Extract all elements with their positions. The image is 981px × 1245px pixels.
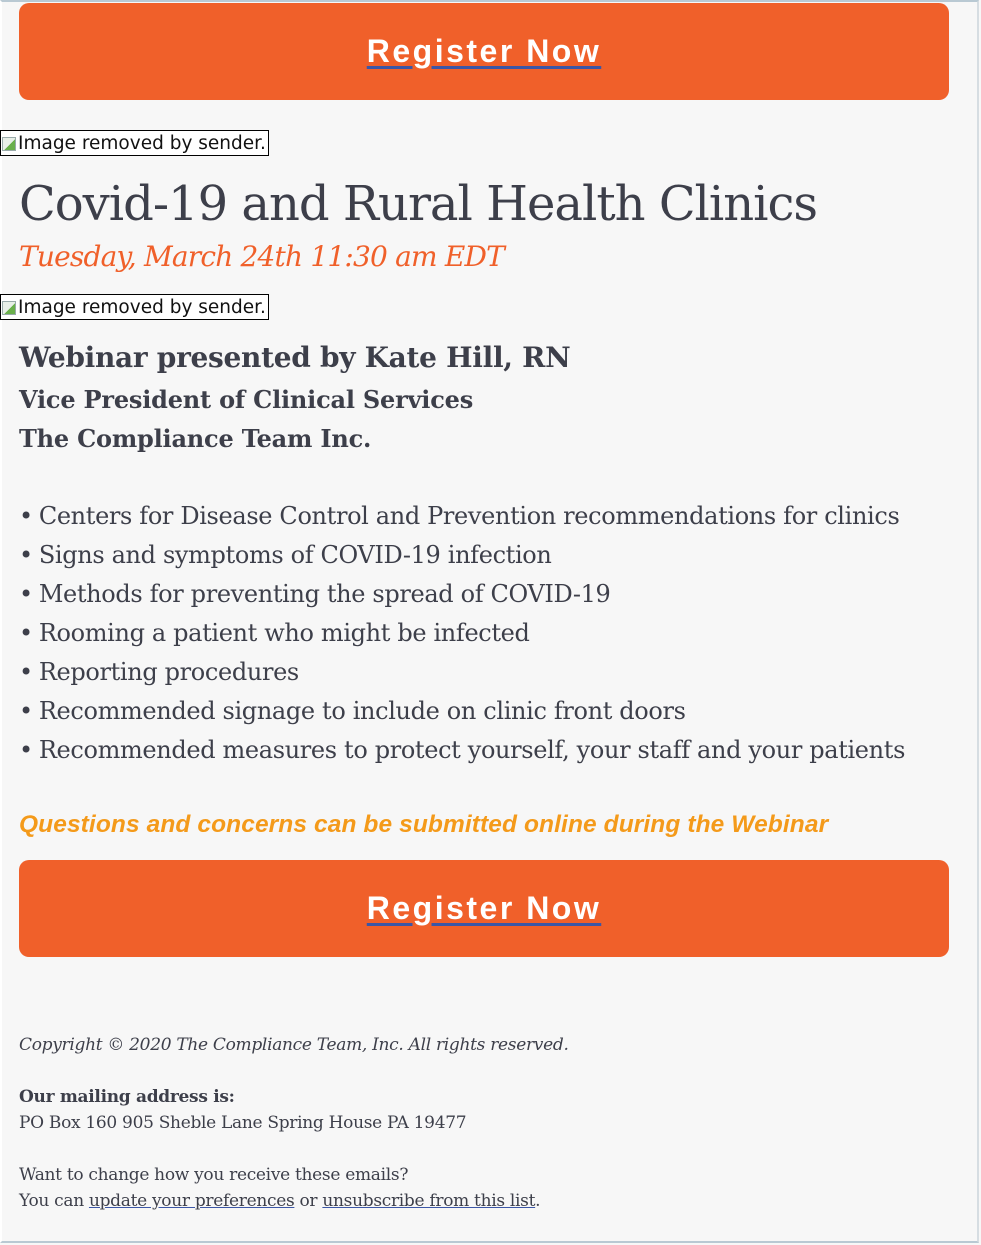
topic-text: Reporting procedures (38, 658, 299, 686)
register-now-label: Register Now (366, 890, 602, 926)
removed-image-placeholder (0, 294, 269, 320)
list-item (19, 538, 905, 577)
list-item (19, 733, 905, 772)
presenter-role: Vice President of Clinical Services (19, 385, 474, 414)
topic-text: Recommended measures to protect yourself, your staff and your patients (38, 736, 906, 764)
topic-text: Centers for Disease Control and Prevention recommendations for clinics (38, 502, 900, 530)
topic-text: Methods for preventing the spread of COVID-19 (38, 580, 611, 608)
topic-text: Signs and symptoms of COVID-19 infection (38, 541, 552, 569)
register-now-button-top[interactable] (19, 3, 949, 100)
presenter-company: The Compliance Team Inc. (19, 424, 372, 453)
webinar-title: Covid-19 and Rural Health Clinics (19, 176, 818, 232)
questions-note: Questions and concerns can be submitted online during the Webinar (19, 811, 829, 838)
mailing-address-heading: Our mailing address is: (19, 1087, 235, 1107)
list-item (19, 655, 905, 694)
change-emails-text: Want to change how you receive these emails? (19, 1165, 409, 1185)
end-period: . (535, 1191, 541, 1211)
register-now-label: Register Now (366, 33, 602, 69)
bullet-icon: • (19, 619, 33, 647)
bullet-icon: • (19, 697, 33, 725)
topic-text: Recommended signage to include on clinic front doors (38, 697, 686, 725)
broken-image-icon (1, 134, 17, 152)
prefs-prefix: You can (19, 1191, 89, 1211)
bullet-icon: • (19, 541, 33, 569)
list-item (19, 616, 905, 655)
topic-list (19, 499, 905, 772)
mailing-address: PO Box 160 905 Sheble Lane Spring House PA 19477 (19, 1113, 467, 1133)
bullet-icon: • (19, 658, 33, 686)
bullet-icon: • (19, 502, 33, 530)
removed-image-alt: Image removed by sender. (18, 132, 266, 154)
preferences-line (19, 1191, 540, 1211)
webinar-date: Tuesday, March 24th 11:30 am EDT (19, 240, 505, 273)
bullet-icon: • (19, 736, 33, 764)
broken-image-icon (1, 298, 17, 316)
list-item (19, 577, 905, 616)
list-item (19, 499, 905, 538)
removed-image-placeholder (0, 130, 269, 156)
removed-image-alt: Image removed by sender. (18, 296, 266, 318)
list-item (19, 694, 905, 733)
copyright-text: Copyright © 2020 The Compliance Team, Inc. All rights reserved. (19, 1035, 569, 1055)
topic-text: Rooming a patient who might be infected (38, 619, 530, 647)
presenter-line: Webinar presented by Kate Hill, RN (19, 341, 571, 374)
bullet-icon: • (19, 580, 33, 608)
register-now-button-bottom[interactable] (19, 860, 949, 957)
update-preferences-link[interactable]: update your preferences (88, 1191, 295, 1211)
unsubscribe-link[interactable]: unsubscribe from this list (322, 1191, 536, 1211)
or-text: or (294, 1191, 323, 1211)
